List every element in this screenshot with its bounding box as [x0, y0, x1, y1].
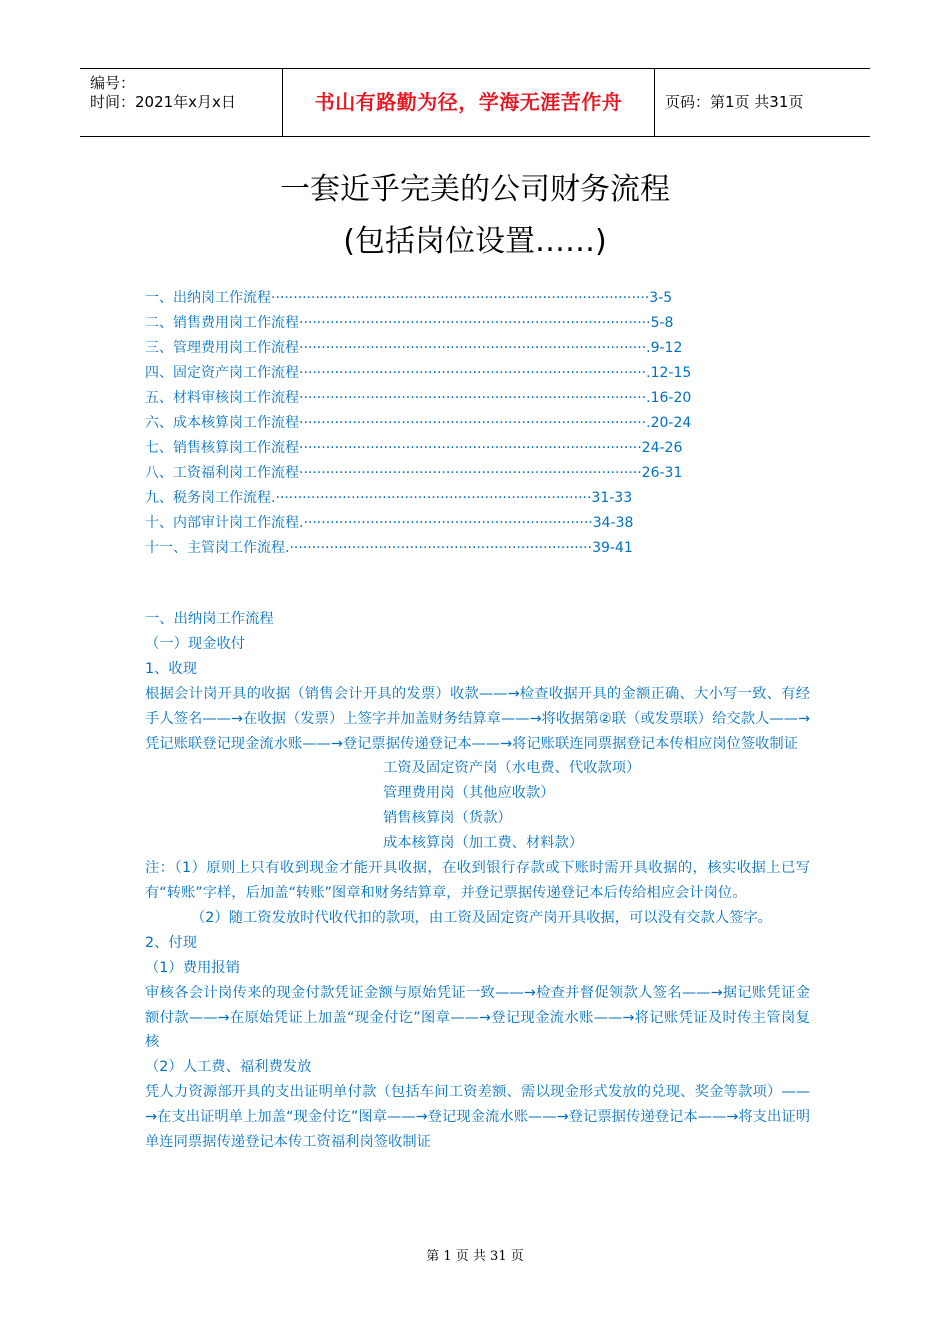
toc-entry[interactable]: 五、材料审核岗工作流程··············································································.16-20	[145, 390, 692, 406]
toc-entry[interactable]: 六、成本核算岗工作流程··············································································.20-24	[145, 415, 692, 431]
toc-entry[interactable]: 十、内部审计岗工作流程.·································································34-38	[145, 515, 634, 531]
list-item: 管理费用岗（其他应收款）	[383, 785, 555, 802]
paragraph: 审核各会计岗传来的现金付款凭证金额与原始凭证一致——→检查并督促领款人签名——→据记账凭证金额付款——→在原始凭证上加盖“现金付讫”图章——→登记现金流水账——→将记账凭证及时传主管岗复核	[145, 984, 810, 1051]
note-paragraph: （2）随工资发放时代收代扣的款项，由工资及固定资产岗开具收据，可以没有交款人签字。	[191, 909, 772, 926]
document-subtitle: (包括岗位设置……)	[343, 224, 607, 259]
list-item: 成本核算岗（加工费、材料款）	[383, 835, 584, 852]
toc-entry[interactable]: 二、销售费用岗工作流程···············································································5-8	[145, 315, 674, 331]
page-header	[80, 68, 870, 137]
sub-item-heading: （1）费用报销	[145, 959, 240, 976]
number-label: 编号：	[90, 74, 136, 92]
paragraph: 根据会计岗开具的收据（销售会计开具的发票）收款——→检查收据开具的金额正确、大小写一致、有经手人签名——→在收据（发票）上签字并加盖财务结算章——→将收据第②联（或发票联）给交款人——→凭记账联登记现金流水账——→登记票据传递登记本——→将记账联连同票据登记本传相应岗位签收制证	[145, 685, 810, 752]
sub-item-heading: （2）人工费、福利费发放	[145, 1059, 312, 1076]
note-paragraph: 注：（1）原则上只有收到现金才能开具收据，在收到银行存款或下账时需开具收据的，核实收据上已写有“转账”字样，后加盖“转账”图章和财务结算章，并登记票据传递登记本后传给相应会计岗位。	[145, 860, 810, 901]
item-heading: 1、收现	[145, 660, 197, 677]
header-meta-cell	[80, 69, 283, 136]
header-page-info: 页码：第1页 共31页	[665, 93, 804, 111]
document-body	[145, 607, 810, 1155]
table-of-contents	[145, 286, 765, 561]
page-footer: 第 1 页 共 31 页	[426, 1249, 524, 1264]
document-title: 一套近乎完美的公司财务流程	[280, 172, 670, 207]
list-item: 销售核算岗（货款）	[383, 810, 512, 827]
subsection-heading: （一）现金收付	[145, 635, 246, 652]
toc-entry[interactable]: 十一、主管岗工作流程.····································································39-41	[145, 540, 633, 556]
item-heading: 2、付现	[145, 934, 197, 951]
toc-entry[interactable]: 一、出纳岗工作流程·····················································································3-5	[145, 290, 673, 306]
toc-entry[interactable]: 四、固定资产岗工作流程··············································································.12-15	[145, 365, 692, 381]
section-heading: 一、出纳岗工作流程	[145, 611, 274, 627]
time-label: 时间：2021年x月x日	[90, 93, 236, 111]
list-item: 工资及固定资产岗（水电费、代收款项）	[383, 760, 641, 777]
toc-entry[interactable]: 三、管理费用岗工作流程··············································································.9-12	[145, 340, 683, 356]
header-motto: 书山有路勤为径，学海无涯苦作舟	[283, 69, 655, 136]
toc-entry[interactable]: 八、工资福利岗工作流程·············································································26-31	[145, 465, 683, 481]
toc-entry[interactable]: 九、税务岗工作流程.·······································································31-33	[145, 490, 633, 506]
paragraph: 凭人力资源部开具的支出证明单付款（包括车间工资差额、需以现金形式发放的兑现、奖金等款项）——→在支出证明单上加盖“现金付讫”图章——→登记现金流水账——→登记票据传递登记本——→将支出证明单连同票据传递登记本传工资福利岗签收制证	[145, 1084, 810, 1151]
toc-entry[interactable]: 七、销售核算岗工作流程·············································································24-26	[145, 440, 683, 456]
